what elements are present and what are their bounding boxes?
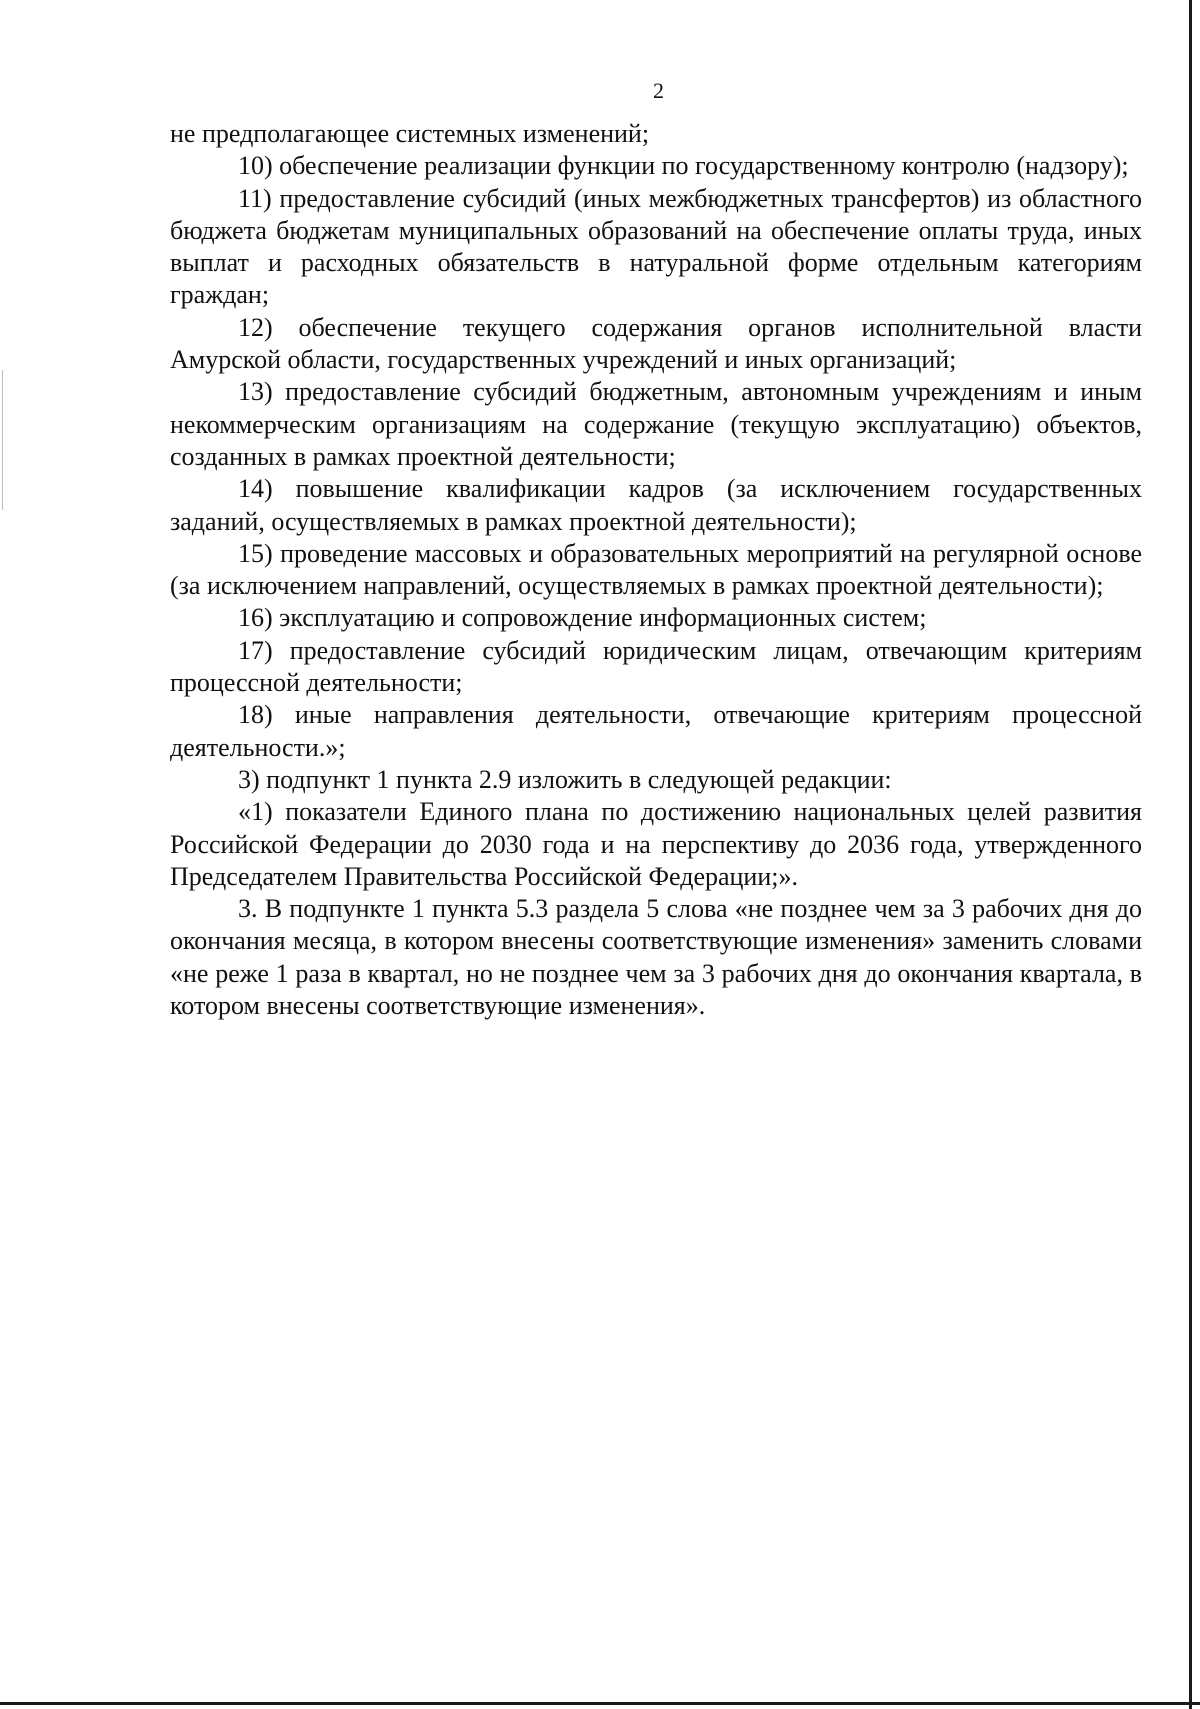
list-item-18: 18) иные направления деятельности, отвечающие критериям процессной деятельности.»; bbox=[170, 700, 1142, 762]
scan-edge-bottom bbox=[0, 1702, 1200, 1705]
scan-edge-right bbox=[1189, 0, 1192, 1709]
list-item-10: 10) обеспечение реализации функции по государственному контролю (надзору); bbox=[238, 151, 1129, 181]
page-number: 2 bbox=[653, 78, 664, 103]
list-item-14: 14) повышение квалификации кадров (за исключением государственных заданий, осуществляемых в рамках проектной деятельности); bbox=[170, 474, 1142, 536]
list-item-17: 17) предоставление субсидий юридическим лицам, отвечающим критериям процессной деятельности; bbox=[170, 635, 1142, 698]
list-item-15: 15) проведение массовых и образовательных мероприятий на регулярной основе (за исключением направлений, осуществляемых в рамках проектной деятельности); bbox=[170, 538, 1142, 601]
list-item-13: 13) предоставление субсидий бюджетным, автономным учреждениям и иным некоммерческим организациям на содержание (текущую эксплуатацию) объектов, созданных в рамках проектной деятельности; bbox=[170, 377, 1142, 471]
paragraph-continuation: не предполагающее системных изменений; bbox=[170, 119, 650, 148]
list-item-12: 12) обеспечение текущего содержания органов исполнительной власти Амурской области, государственных учреждений и иных организаций; bbox=[170, 312, 1142, 375]
list-item-16: 16) эксплуатацию и сопровождение информационных систем; bbox=[238, 603, 927, 633]
scan-edge-left bbox=[2, 370, 3, 510]
amendment-item-3: 3. В подпункте 1 пункта 5.3 раздела 5 слова «не позднее чем за 3 рабочих дня до окончания месяца, в котором внесены соответствующие изменения» заменить словами «не реже 1 раза в квартал, но не позднее чем за 3 рабочих дня до окончания квартала, в котором внесены соответствующие изменения». bbox=[170, 894, 1142, 1021]
amendment-quote-1: «1) показатели Единого плана по достижению национальных целей развития Российской Федерации до 2030 года и на перспективу до 2036 года, утвержденного Председателем Правительства Российской Федерации;». bbox=[170, 797, 1142, 891]
amendment-subitem-3: 3) подпункт 1 пункта 2.9 изложить в следующей редакции: bbox=[238, 764, 892, 794]
document-body bbox=[170, 118, 1142, 1022]
list-item-11: 11) предоставление субсидий (иных межбюджетных трансфертов) из областного бюджета бюджетам муниципальных образований на обеспечение оплаты труда, иных выплат и расходных обязательств в натуральной форме отдельным категориям граждан; bbox=[170, 183, 1142, 310]
